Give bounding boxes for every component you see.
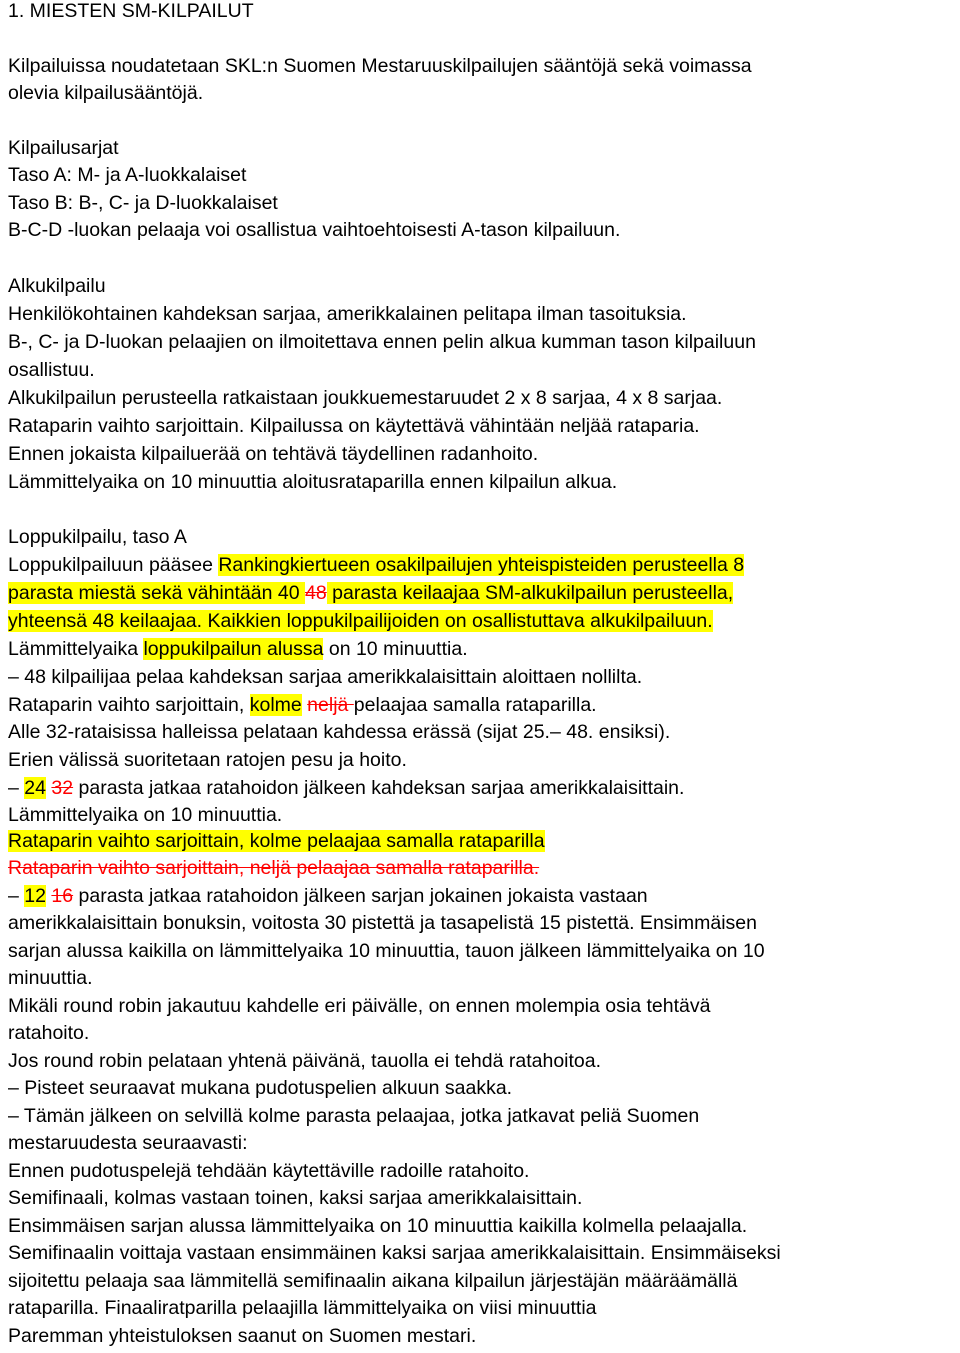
round2-text: parasta jatkaa ratahoidon jälkeen kahdeksan sarjaa amerikkalaisittain. xyxy=(73,777,685,799)
final-entry-line-1 xyxy=(8,556,744,576)
round1-line: – 48 kilpailijaa pelaa kahdeksan sarjaa amerikkalaisittain aloittaen nollilta. xyxy=(8,666,643,688)
rest-line-5: ratahoito. xyxy=(8,1022,90,1044)
rest-line-8: – Tämän jälkeen on selvillä kolme parasta pelaajaa, jotka jatkavat peliä Suomen xyxy=(8,1105,700,1127)
dash: – xyxy=(8,885,25,907)
highlighted-text: Rataparin vaihto sarjoittain, kolme pelaajaa samalla rataparilla xyxy=(8,830,545,852)
rest-line-1: amerikkalaisittain bonuksin, voitosta 30 pistettä ja tasapelistä 15 pistettä. Ensimmäisen xyxy=(8,912,757,934)
warmup-line-1 xyxy=(8,640,468,660)
prelim-line-2: B-, C- ja D-luokan pelaajien on ilmoitettava ennen pelin alkua kumman tason kilpailuun xyxy=(8,331,756,353)
deleted-text: 16 xyxy=(51,885,74,907)
highlighted-text: yhteensä 48 keilaajaa. Kaikkien loppukilpailijoiden on osallistuttava alkukilpailuun. xyxy=(8,610,713,632)
rotation-line-2 xyxy=(8,832,545,852)
series-line-2: Taso B: B-, C- ja D-luokkalaiset xyxy=(8,192,278,214)
rest-line-3: minuuttia. xyxy=(8,967,93,989)
round2-line xyxy=(8,779,684,799)
prelim-line-1: Henkilökohtainen kahdeksan sarjaa, amerikkalainen pelitapa ilman tasoituksia. xyxy=(8,303,687,325)
rest-line-16: Paremman yhteistuloksen saanut on Suomen mestari. xyxy=(8,1325,477,1347)
highlighted-text: loppukilpailun alussa xyxy=(143,638,324,660)
prelim-line-7: Lämmittelyaika on 10 minuuttia aloitusrataparilla ennen kilpailun alkua. xyxy=(8,471,618,493)
rest-line-12: Ensimmäisen sarjan alussa lämmittelyaika on 10 minuuttia kaikilla kolmella pelaajalla. xyxy=(8,1215,748,1237)
rotation-text: Rataparin vaihto sarjoittain, xyxy=(8,694,250,716)
rest-line-14: sijoitettu pelaaja saa lämmitellä semifinaalin aikana kilpailun järjestäjän määräämällä xyxy=(8,1270,738,1292)
prelim-title: Alkukilpailu xyxy=(8,275,106,297)
highlighted-text: parasta keilaajaa SM-alkukilpailun perusteella, xyxy=(326,582,734,604)
highlighted-text: kolme xyxy=(249,694,302,716)
round3-text: parasta jatkaa ratahoidon jälkeen sarjan jokainen jokaista vastaan xyxy=(73,885,648,907)
final-entry-line-3 xyxy=(8,612,713,632)
deleted-text: 32 xyxy=(51,777,74,799)
rest-line-7: – Pisteet seuraavat mukana pudotuspelien alkuun saakka. xyxy=(8,1077,513,1099)
rest-line-13: Semifinaalin voittaja vastaan ensimmäinen kaksi sarjaa amerikkalaisittain. Ensimmäiseksi xyxy=(8,1242,781,1264)
final-title: Loppukilpailu, taso A xyxy=(8,526,187,548)
rest-line-10: Ennen pudotuspelejä tehdään käytettäville radoille ratahoito. xyxy=(8,1160,530,1182)
rest-line-11: Semifinaali, kolmas vastaan toinen, kaksi sarjaa amerikkalaisittain. xyxy=(8,1187,583,1209)
deleted-text: neljä xyxy=(307,694,354,716)
highlighted-text: parasta miestä sekä vähintään 40 xyxy=(8,582,306,604)
highlighted-text: 24 xyxy=(24,777,46,799)
series-title: Kilpailusarjat xyxy=(8,137,119,159)
final-entry-line-2 xyxy=(8,584,733,604)
rotation-line-deleted xyxy=(8,859,539,879)
intro-line-2: olevia kilpailusääntöjä. xyxy=(8,82,204,104)
document-heading: 1. MIESTEN SM-KILPAILUT xyxy=(8,0,254,22)
warmup-line-2: Lämmittelyaika on 10 minuuttia. xyxy=(8,804,283,826)
rest-line-2: sarjan alussa kaikilla on lämmittelyaika 10 minuuttia, tauon jälkeen lämmittelyaika on 10 xyxy=(8,940,765,962)
series-line-3: B-C-D -luokan pelaaja voi osallistua vaihtoehtoisesti A-tason kilpailuun. xyxy=(8,219,621,241)
entry-text: Loppukilpailuun pääsee xyxy=(8,554,219,576)
cleaning-line: Erien välissä suoritetaan ratojen pesu ja hoito. xyxy=(8,749,407,771)
warmup-text: Lämmittelyaika xyxy=(8,638,144,660)
halls-line: Alle 32-rataisissa halleissa pelataan kahdessa erässä (sijat 25.– 48. ensiksi). xyxy=(8,721,671,743)
deleted-text: Rataparin vaihto sarjoittain, neljä pelaajaa samalla rataparilla. xyxy=(8,857,540,879)
highlighted-text: Rankingkiertueen osakilpailujen yhteispisteiden perusteella 8 xyxy=(218,554,745,576)
warmup-text: on 10 minuuttia. xyxy=(323,638,468,660)
series-line-1: Taso A: M- ja A-luokkalaiset xyxy=(8,164,247,186)
intro-line-1: Kilpailuissa noudatetaan SKL:n Suomen Mestaruuskilpailujen sääntöjä sekä voimassa xyxy=(8,55,752,77)
rest-line-4: Mikäli round robin jakautuu kahdelle eri päivälle, on ennen molempia osia tehtävä xyxy=(8,995,711,1017)
rest-line-6: Jos round robin pelataan yhtenä päivänä, tauolla ei tehdä ratahoitoa. xyxy=(8,1050,602,1072)
rotation-line-1 xyxy=(8,696,597,716)
rest-line-15: rataparilla. Finaaliratparilla pelaajilla lämmittelyaika on viisi minuuttia xyxy=(8,1297,597,1319)
prelim-line-3: osallistuu. xyxy=(8,359,95,381)
highlighted-text: 12 xyxy=(24,885,46,907)
round3-line xyxy=(8,887,648,907)
deleted-text: 48 xyxy=(305,582,327,604)
dash: – xyxy=(8,777,25,799)
prelim-line-6: Ennen jokaista kilpailuerää on tehtävä täydellinen radanhoito. xyxy=(8,443,539,465)
rotation-text: pelaajaa samalla rataparilla. xyxy=(353,694,597,716)
prelim-line-5: Rataparin vaihto sarjoittain. Kilpailussa on käytettävä vähintään neljää rataparia. xyxy=(8,415,700,437)
prelim-line-4: Alkukilpailun perusteella ratkaistaan joukkuemestaruudet 2 x 8 sarjaa, 4 x 8 sarjaa. xyxy=(8,387,723,409)
rest-line-9: mestaruudesta seuraavasti: xyxy=(8,1132,248,1154)
